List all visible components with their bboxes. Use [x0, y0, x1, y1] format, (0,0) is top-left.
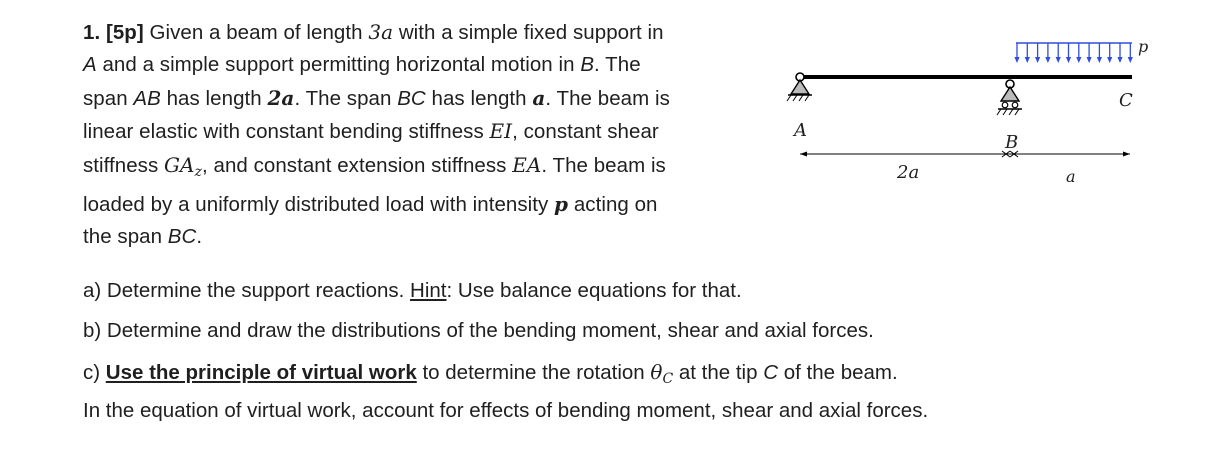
- statement-line-4: [83, 115, 773, 148]
- math-2a: 2a: [267, 85, 295, 110]
- point-A: A: [83, 53, 97, 77]
- problem-points: [5p]: [105, 21, 144, 44]
- problem-number: 1.: [83, 21, 101, 44]
- math-theta-C: [650, 359, 674, 387]
- text: . The beam is: [545, 86, 670, 110]
- subscript-z: z: [194, 163, 202, 180]
- math-GA: GA: [164, 152, 195, 177]
- beam-figure: [780, 30, 1160, 190]
- problem-statement: [83, 16, 773, 254]
- text: span: [83, 86, 128, 110]
- point-C: C: [763, 360, 779, 384]
- load-arrow-head: [1097, 57, 1102, 63]
- text: has length: [431, 86, 527, 110]
- text: Given a beam of length: [149, 21, 363, 44]
- statement-line-1: [83, 16, 773, 49]
- part-c-text: at the tip: [678, 360, 758, 384]
- load-arrow-head: [1107, 57, 1112, 63]
- label-p: p: [1138, 37, 1149, 56]
- text: . The span: [294, 86, 392, 110]
- text: and a simple support permitting horizontal motion in: [102, 53, 575, 77]
- load-arrow-head: [1025, 57, 1030, 63]
- text: loaded by a uniformly distributed load with intensity: [83, 193, 549, 217]
- text: has length: [166, 86, 262, 110]
- part-a-tail: : Use balance equations for that.: [446, 279, 742, 302]
- dim-a: a: [1066, 167, 1076, 186]
- part-a: [83, 275, 1203, 307]
- text: acting on: [573, 193, 658, 217]
- label-A: A: [794, 120, 807, 141]
- part-a-text: a) Determine the support reactions.: [83, 279, 405, 302]
- text: .: [196, 225, 203, 249]
- part-c: [83, 356, 1203, 395]
- span-BC: BC: [167, 225, 197, 249]
- math-p: p: [554, 192, 569, 217]
- dimension-line: [800, 151, 1130, 157]
- text: linear elastic with constant bending stiffness: [83, 120, 484, 144]
- dim-2a: 2a: [897, 162, 920, 183]
- span-AB: AB: [133, 86, 161, 110]
- load-arrow-head: [1066, 57, 1071, 63]
- text: . The: [594, 53, 641, 77]
- load-arrow-head: [1035, 57, 1040, 63]
- math-EI: EI: [489, 119, 513, 144]
- text: the span: [83, 225, 163, 249]
- statement-line-3: [83, 82, 773, 115]
- load-arrow-head: [1056, 57, 1061, 63]
- load-arrow-head: [1128, 57, 1133, 63]
- text: . The beam is: [541, 153, 666, 177]
- text: with a simple fixed support in: [398, 21, 664, 44]
- load-arrow-head: [1076, 57, 1081, 63]
- principle-virtual-work: Use the principle of virtual work: [105, 360, 417, 384]
- hint-label: Hint: [410, 279, 447, 302]
- label-B: B: [1005, 132, 1019, 153]
- load-arrow-head: [1117, 57, 1122, 63]
- subquestions: [83, 275, 1203, 428]
- part-c-note: In the equation of virtual work, account for effects of bending moment, shear and axial forces.: [83, 399, 929, 423]
- roller-support-B: [997, 80, 1022, 115]
- statement-line-6: [83, 188, 773, 221]
- math-3a: 3a: [368, 20, 394, 44]
- statement-line-5: [83, 149, 773, 188]
- theta: θ: [650, 359, 663, 384]
- text: , and constant extension stiffness: [202, 153, 507, 177]
- math-GAz: [164, 152, 202, 180]
- statement-line-2: [83, 49, 773, 81]
- load-arrow-head: [1087, 57, 1092, 63]
- statement-line-7: [83, 221, 773, 253]
- load-arrow-head: [1014, 57, 1019, 63]
- span-BC: BC: [397, 86, 426, 110]
- point-B: B: [580, 53, 595, 77]
- math-EA: EA: [512, 152, 542, 177]
- math-a: a: [532, 85, 546, 110]
- part-b: b) Determine and draw the distributions of the bending moment, shear and axial forces.: [83, 319, 874, 343]
- label-C: C: [1119, 90, 1133, 111]
- part-c-text: to determine the rotation: [422, 360, 645, 384]
- part-c-tail: of the beam.: [783, 360, 898, 384]
- load-arrow-head: [1045, 57, 1050, 63]
- part-c-label: c): [83, 360, 101, 384]
- text: stiffness: [83, 153, 159, 177]
- distributed-load: [1014, 43, 1133, 63]
- subscript-C: C: [662, 370, 674, 387]
- text: , constant shear: [512, 120, 659, 144]
